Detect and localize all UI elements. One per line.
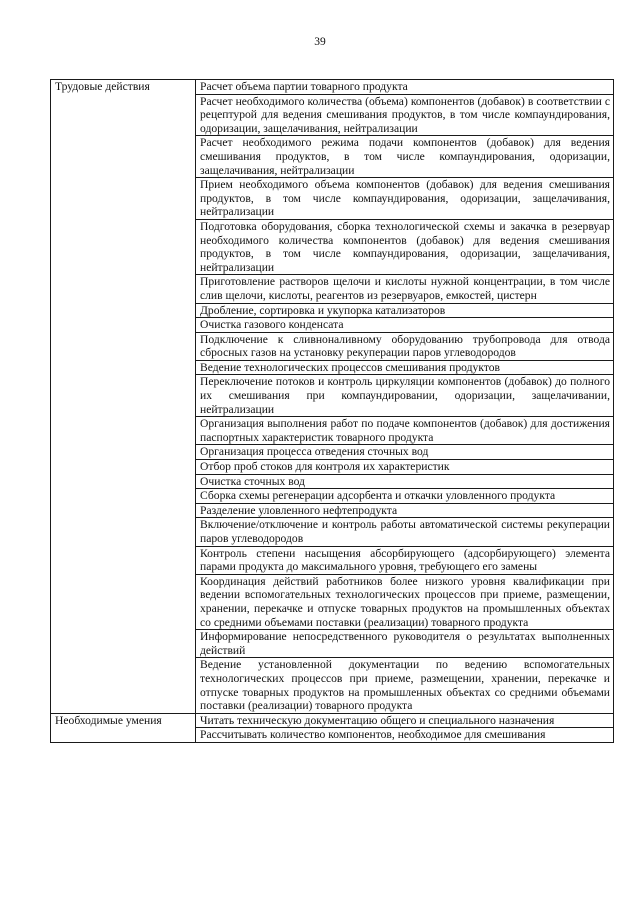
table-cell: Организация выполнения работ по подаче компонентов (добавок) для достижения паспортных характеристик товарного продукта <box>196 417 614 445</box>
table-cell: Расчет необходимого режима подачи компонентов (добавок) для ведения смешивания продуктов, в том числе компаундирования, одоризации, защелачивания, нейтрализации <box>196 136 614 178</box>
table-row <box>51 713 614 728</box>
table-cell: Организация процесса отведения сточных вод <box>196 445 614 460</box>
qualification-table-body <box>51 80 614 743</box>
table-cell: Отбор проб стоков для контроля их характеристик <box>196 460 614 475</box>
table-cell: Координация действий работников более низкого уровня квалификации при ведении вспомогательных технологических процессов при приеме, размещении, хранении, перекачке и отпуске товарных продуктов на промышленных объектах со средними объемами поставки (реализации) товарного продукта <box>196 574 614 629</box>
table-cell: Читать техническую документацию общего и специального назначения <box>196 713 614 728</box>
table-cell: Приготовление растворов щелочи и кислоты нужной концентрации, в том числе слив щелочи, кислоты, реагентов из резервуаров, емкостей, цистерн <box>196 275 614 303</box>
section-label-labor-actions: Трудовые действия <box>51 80 196 714</box>
table-cell: Расчет необходимого количества (объема) компонентов (добавок) в соответствии с рецептурой для ведения смешивания продуктов, в том числе компаундирования, одоризации, защелачивания, нейтрализации <box>196 94 614 136</box>
table-row <box>51 80 614 95</box>
table-cell: Подключение к сливноналивному оборудованию трубопровода для отвода сбросных газов на установку рекуперации паров углеводородов <box>196 332 614 360</box>
table-cell: Информирование непосредственного руководителя о результатах выполненных действий <box>196 630 614 658</box>
table-cell: Расчет объема партии товарного продукта <box>196 80 614 95</box>
table-cell: Переключение потоков и контроль циркуляции компонентов (добавок) до полного их смешивания при компаундировании, одоризации, защелачивании, нейтрализации <box>196 375 614 417</box>
table-cell: Очистка сточных вод <box>196 474 614 489</box>
table-cell: Контроль степени насыщения абсорбирующего (адсорбирующего) элемента парами продукта до максимального уровня, требующего его замены <box>196 546 614 574</box>
table-cell: Включение/отключение и контроль работы автоматической системы рекуперации паров углеводородов <box>196 518 614 546</box>
table-cell: Прием необходимого объема компонентов (добавок) для ведения смешивания продуктов, в том числе компаундирования, одоризации, защелачивания, нейтрализации <box>196 178 614 220</box>
page-number: 39 <box>314 36 326 48</box>
table-cell: Очистка газового конденсата <box>196 318 614 333</box>
table-cell: Дробление, сортировка и укупорка катализаторов <box>196 303 614 318</box>
table-cell: Рассчитывать количество компонентов, необходимое для смешивания <box>196 728 614 743</box>
table-cell: Разделение уловленного нефтепродукта <box>196 503 614 518</box>
table-cell: Подготовка оборудования, сборка технологической схемы и закачка в резервуар необходимого количества компонентов (добавок) для ведения смешивания продуктов, в том числе компаундирования, одоризации, защелачивания, нейтрализации <box>196 219 614 274</box>
table-cell: Ведение технологических процессов смешивания продуктов <box>196 360 614 375</box>
table-cell: Сборка схемы регенерации адсорбента и откачки уловленного продукта <box>196 489 614 504</box>
qualification-table <box>50 79 614 743</box>
table-cell: Ведение установленной документации по ведению вспомогательных технологических процессов при приеме, размещении, хранении, перекачке и отпуске товарных продуктов на промышленных объектах со средними объемами поставки (реализации) товарного продукта <box>196 658 614 713</box>
section-label-required-skills: Необходимые умения <box>51 713 196 743</box>
